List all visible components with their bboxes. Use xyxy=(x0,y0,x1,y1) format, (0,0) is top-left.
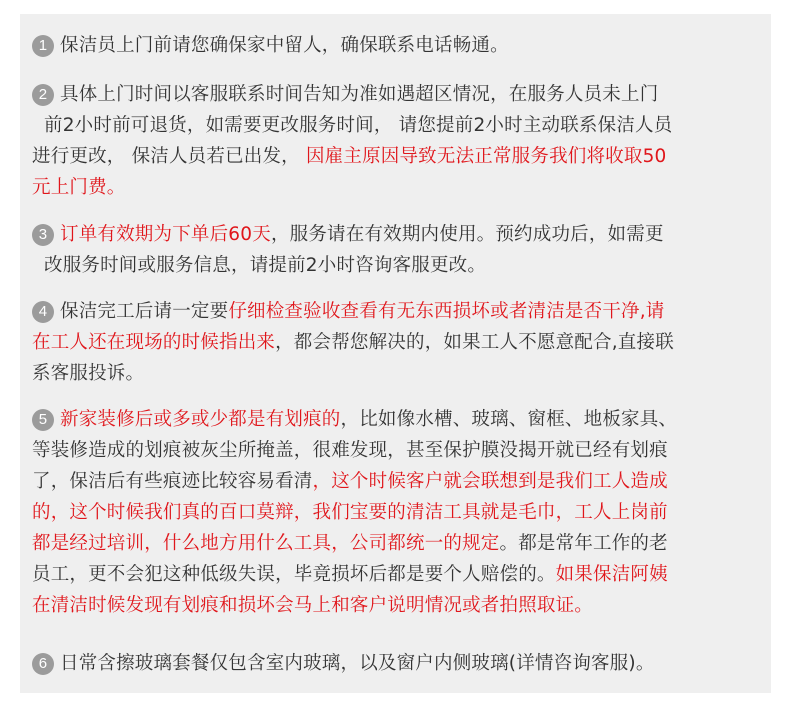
item-5-line-7-highlight: 在清洁时候发现有划痕和损坏会马上和客户说明情况或者拍照取证。 xyxy=(32,595,594,616)
notice-item-3 xyxy=(32,219,760,281)
notice-item-5 xyxy=(32,404,760,621)
item-5-line-3: 了，保洁后有些痕迹比较容易看清 xyxy=(32,471,313,492)
item-4-line-2-highlight: 在工人还在现场的时候指出来 xyxy=(32,332,276,353)
notice-item-6 xyxy=(32,648,760,679)
item-4-line-3: 系客服投诉。 xyxy=(32,363,145,384)
item-6-text: 日常含擦玻璃套餐仅包含室内玻璃，以及窗户内侧玻璃(详情咨询客服)。 xyxy=(60,653,655,674)
item-2-line-4-highlight: 元上门费。 xyxy=(32,177,126,198)
number-badge-2: 2 xyxy=(32,84,54,106)
item-2-line-1: 具体上门时间以客服联系时间告知为准如遇超区情况，在服务人员未上门 xyxy=(60,84,659,105)
item-3-highlight: 订单有效期为下单后60天 xyxy=(60,224,271,245)
item-3-line-1: ，服务请在有效期内使用。预约成功后，如需更 xyxy=(270,224,664,245)
number-badge-6: 6 xyxy=(32,653,54,675)
item-5-line-6: 员工，更不会犯这种低级失误，毕竟损坏后都是要个人赔偿的。 xyxy=(32,564,556,585)
notice-item-1 xyxy=(32,30,760,61)
item-2-line-3-highlight: 因雇主原因导致无法正常服务我们将收取50 xyxy=(305,146,667,167)
item-5-line-3-highlight: ，这个时候客户就会联想到是我们工人造成 xyxy=(312,471,668,492)
item-5-line-5: 。都是常年工作的老 xyxy=(499,533,668,554)
item-5-line-2: 等装修造成的划痕被灰尘所掩盖，很难发现，甚至保护膜没揭开就已经有划痕 xyxy=(32,440,668,461)
item-4-line-2: ，都会帮您解决的，如果工人不愿意配合,直接联 xyxy=(275,332,674,353)
item-2-line-2: 前2小时前可退货，如需要更改服务时间， 请您提前2小时主动联系保洁人员 xyxy=(44,115,673,136)
number-badge-4: 4 xyxy=(32,301,54,323)
item-3-line-2: 改服务时间或服务信息，请提前2小时咨询客服更改。 xyxy=(44,255,487,276)
number-badge-3: 3 xyxy=(32,224,54,246)
number-badge-5: 5 xyxy=(32,409,54,431)
item-5-line-6-highlight: 如果保洁阿姨 xyxy=(555,564,668,585)
notice-item-2 xyxy=(32,79,760,203)
notice-item-4 xyxy=(32,296,760,389)
item-5-line-1: ，比如像水槽、玻璃、窗框、地板家具、 xyxy=(340,409,678,430)
number-badge-1: 1 xyxy=(32,35,54,57)
item-5-line-4-highlight: 的，这个时候我们真的百口莫辩，我们宝要的清洁工具就是毛巾，工人上岗前 xyxy=(32,502,668,523)
item-4-line-1-highlight: 仔细检查验收查看有无东西损坏或者清洁是否干净,请 xyxy=(228,301,665,322)
item-2-line-3: 进行更改， 保洁人员若已出发， xyxy=(32,146,306,167)
item-5-line-1-highlight: 新家装修后或多或少都是有划痕的 xyxy=(60,409,341,430)
item-1-text: 保洁员上门前请您确保家中留人，确保联系电话畅通。 xyxy=(60,35,509,56)
item-4-line-1: 保洁完工后请一定要 xyxy=(60,301,229,322)
item-5-line-5-highlight: 都是经过培训，什么地方用什么工具，公司都统一的规定 xyxy=(32,533,500,554)
